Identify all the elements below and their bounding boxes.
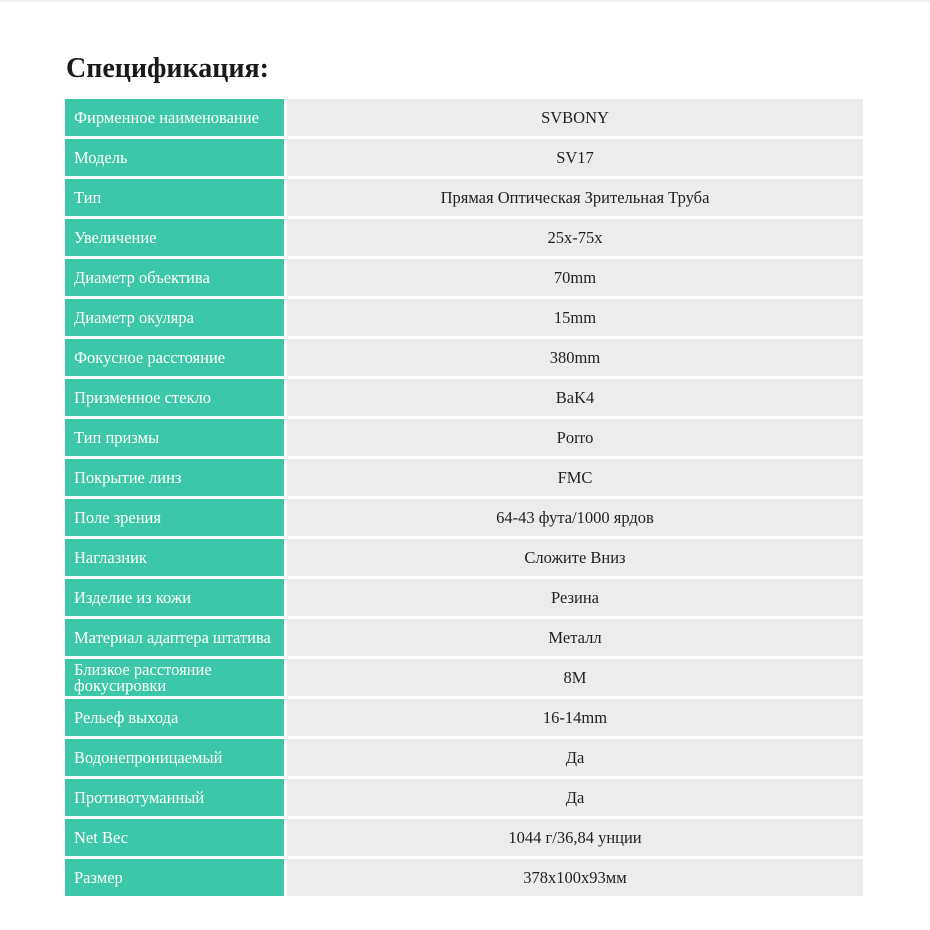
spec-row-focal-length (65, 339, 863, 376)
spec-label: Диаметр окуляра (65, 299, 284, 336)
spec-label: Изделие из кожи (65, 579, 284, 616)
spec-label: Материал адаптера штатива (65, 619, 284, 656)
spec-value: 1044 г/36,84 унции (287, 819, 863, 856)
spec-row-net-weight (65, 819, 863, 856)
spec-value: Да (287, 739, 863, 776)
spec-value: 25x-75x (287, 219, 863, 256)
spec-row-eyepiece-diameter (65, 299, 863, 336)
spec-row-objective-diameter (65, 259, 863, 296)
spec-value: SVBONY (287, 99, 863, 136)
spec-label: Тип (65, 179, 284, 216)
spec-row-waterproof (65, 739, 863, 776)
spec-value: 380mm (287, 339, 863, 376)
spec-label: Водонепроницаемый (65, 739, 284, 776)
spec-value: 16-14mm (287, 699, 863, 736)
page-title: Спецификация: (66, 53, 269, 84)
spec-row-lens-coating (65, 459, 863, 496)
spec-value: SV17 (287, 139, 863, 176)
spec-label: Противотуманный (65, 779, 284, 816)
spec-label: Призменное стекло (65, 379, 284, 416)
spec-table (65, 99, 863, 896)
spec-row-size (65, 859, 863, 896)
spec-row-eye-relief (65, 699, 863, 736)
spec-label: Близкое расстояние фокусировки (65, 659, 284, 696)
spec-value: Металл (287, 619, 863, 656)
spec-label: Фокусное расстояние (65, 339, 284, 376)
spec-label: Фирменное наименование (65, 99, 284, 136)
spec-row-prism-type (65, 419, 863, 456)
spec-row-brand (65, 99, 863, 136)
spec-row-prism-glass (65, 379, 863, 416)
spec-value: BaK4 (287, 379, 863, 416)
spec-value: Porro (287, 419, 863, 456)
spec-row-field-of-view (65, 499, 863, 536)
spec-value: 8M (287, 659, 863, 696)
spec-value: FMC (287, 459, 863, 496)
spec-row-type (65, 179, 863, 216)
spec-value: Прямая Оптическая Зрительная Труба (287, 179, 863, 216)
spec-label: Поле зрения (65, 499, 284, 536)
spec-value: Да (287, 779, 863, 816)
spec-row-close-focus (65, 659, 863, 696)
spec-label: Тип призмы (65, 419, 284, 456)
spec-label: Net Вес (65, 819, 284, 856)
spec-row-eyecup (65, 539, 863, 576)
spec-label: Рельеф выхода (65, 699, 284, 736)
spec-row-tripod-adapter (65, 619, 863, 656)
spec-row-skin-material (65, 579, 863, 616)
spec-row-model (65, 139, 863, 176)
spec-label: Размер (65, 859, 284, 896)
spec-label: Диаметр объектива (65, 259, 284, 296)
spec-label: Модель (65, 139, 284, 176)
spec-row-magnification (65, 219, 863, 256)
spec-value: 64-43 фута/1000 ярдов (287, 499, 863, 536)
spec-label: Покрытие линз (65, 459, 284, 496)
spec-row-fogproof (65, 779, 863, 816)
spec-value: Резина (287, 579, 863, 616)
top-divider (0, 0, 930, 2)
spec-value: 70mm (287, 259, 863, 296)
spec-label: Увеличение (65, 219, 284, 256)
spec-label: Наглазник (65, 539, 284, 576)
spec-value: 378x100x93мм (287, 859, 863, 896)
spec-value: Сложите Вниз (287, 539, 863, 576)
spec-value: 15mm (287, 299, 863, 336)
